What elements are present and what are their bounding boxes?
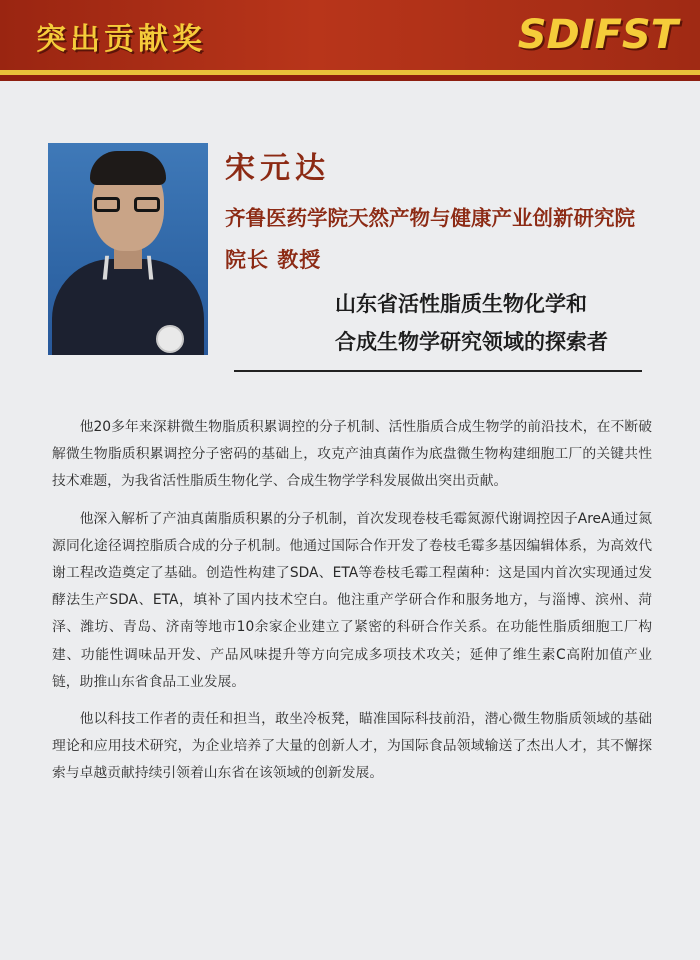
tagline-line-2: 合成生物学研究领域的探索者 — [335, 330, 608, 354]
badge-icon — [156, 325, 184, 353]
position-title: 院长 教授 — [225, 247, 322, 272]
header-banner — [0, 0, 700, 75]
portrait-photo — [48, 143, 208, 355]
tagline-line-1: 山东省活性脂质生物化学和 — [335, 292, 587, 316]
sdifst-logo: SDIFST — [517, 12, 678, 58]
paragraph-1: 他20多年来深耕微生物脂质积累调控的分子机制、活性脂质合成生物学的前沿技术，在不断破解微生物脂质积累调控分子密码的基础上，攻克产油真菌作为底盘微生物构建细胞工厂的关键共性技术难题，为我省活性脂质生物化学、合成生物学学科发展做出突出贡献。 — [52, 419, 652, 490]
person-name: 宋元达 — [225, 151, 330, 186]
paragraph-3: 他以科技工作者的责任和担当，敢坐冷板凳，瞄准国际科技前沿，潜心微生物脂质领域的基础理论和应用技术研究，为企业培养了大量的创新人才，为国际食品领域输送了杰出人才，其不懈探索与卓越贡献持续引领着山东省在该领域的创新发展。 — [52, 711, 652, 782]
article-body — [52, 414, 652, 798]
paragraph-2: 他深入解析了产油真菌脂质积累的分子机制，首次发现卷枝毛霉氮源代谢调控因子AreA通过氮源同化途径调控脂质合成的分子机制。他通过国际合作开发了卷枝毛霉多基因编辑体系，为高效代谢工程改造奠定了基础。创造性构建了SDA、ETA等卷枝毛霉工程菌种：这是国内首次实现通过发酵法生产SDA、ETA，填补了国内技术空白。他注重产学研合作和服务地方，与淄博、滨州、菏泽、潍坊、青岛、济南等地市10余家企业建立了紧密的科研合作关系。在功能性脂质细胞工厂构建、功能性调味品开发、产品风味提升等方向完成多项技术攻关；延伸了维生素C高附加值产业链，助推山东省食品工业发展。 — [52, 510, 652, 690]
award-title: 突出贡献奖 — [36, 22, 206, 57]
institution-name: 齐鲁医药学院天然产物与健康产业创新研究院 — [225, 206, 635, 230]
divider — [234, 370, 642, 372]
